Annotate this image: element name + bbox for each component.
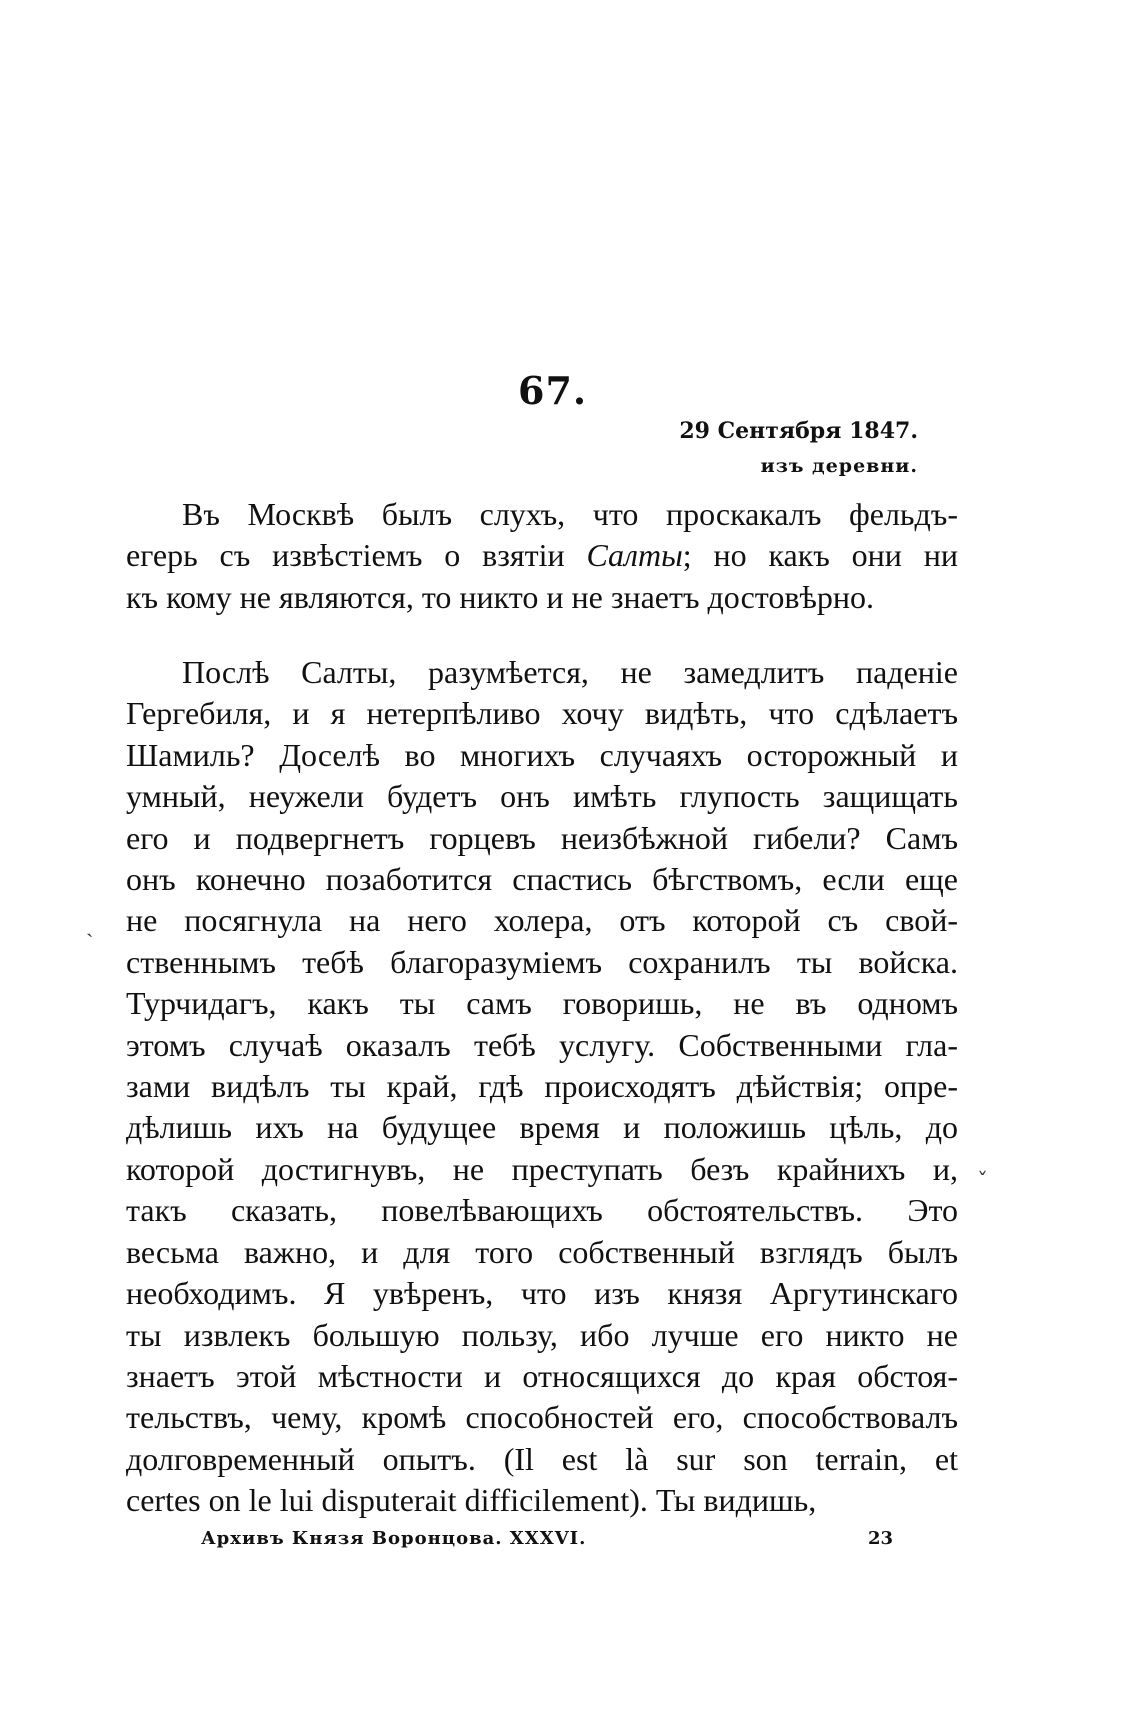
text-line: егерь съ извѣстіемъ о взятіи Салты; но какъ они ни: [126, 537, 959, 574]
text-line: Послѣ Салты, разумѣется, не замедлитъ паденіе: [182, 654, 958, 690]
text-line: тельствъ, чему, кромѣ способностей его, способствовалъ: [126, 1399, 958, 1436]
letter-date: 29 Сентября 1847.: [679, 418, 918, 444]
text-line: Гергебиля, и я нетерпѣливо хочу видѣть, что сдѣлаетъ: [126, 695, 958, 732]
letter-place: изъ деревни.: [760, 455, 918, 477]
text-line: которой достигнувъ, не преступать безъ крайнихъ и,: [126, 1150, 958, 1187]
text-line: зами видѣлъ ты край, гдѣ происходятъ дѣйствія; опре-: [126, 1068, 958, 1105]
paragraph-2: [126, 652, 958, 1522]
text-line: Турчидагъ, какъ ты самъ говоришь, не въ одномъ: [126, 985, 958, 1022]
footer-page-number: 23: [868, 1528, 894, 1549]
text-line: онъ конечно позаботится спастись бѣгствомъ, если еще: [126, 861, 958, 898]
footer-archive-title: Архивъ Князя Воронцова. XXXVI.: [201, 1528, 587, 1549]
text-line: certes on le lui disputerait difficilement). Ты видишь,: [126, 1482, 817, 1519]
text-line: долговременный опытъ. (Il est là sur son terrain, et: [126, 1440, 958, 1477]
text-line: умный, неужели будетъ онъ имѣть глупость защищать: [126, 778, 958, 815]
text-line: дѣлишь ихъ на будущее время и положишь цѣль, до: [126, 1109, 958, 1146]
text-line: такъ сказать, повелѣвающихъ обстоятельствъ. Это: [126, 1192, 958, 1229]
text-line: этомъ случаѣ оказалъ тебѣ услугу. Собственными гла-: [126, 1026, 958, 1063]
text-line: Въ Москвѣ былъ слухъ, что проскакалъ фельдъ-: [182, 496, 958, 532]
text-line: знаетъ этой мѣстности и относящихся до края обстоя-: [126, 1357, 958, 1394]
margin-mark: ˇ: [977, 1170, 988, 1195]
text-line: ственнымъ тебѣ благоразуміемъ сохранилъ ты войска.: [126, 943, 958, 980]
text-line: ты извлекъ большую пользу, ибо лучше его никто не: [126, 1316, 958, 1353]
text-line: не посягнула на него холера, отъ которой съ свой-: [126, 902, 958, 939]
text-line: весьма важно, и для того собственный взглядъ былъ: [126, 1233, 958, 1270]
text-line: его и подвергнетъ горцевъ неизбѣжной гибели? Самъ: [126, 819, 958, 856]
text-line: къ кому не являются, то никто и не знаетъ достовѣрно.: [126, 578, 874, 615]
letter-number: 67.: [518, 368, 588, 413]
paragraph-1: [126, 494, 958, 618]
text-line: Шамиль? Доселѣ во многихъ случаяхъ осторожный и: [126, 736, 958, 773]
margin-mark: ˎ: [86, 913, 94, 938]
text-line: необходимъ. Я увѣренъ, что изъ князя Аргутинскаго: [126, 1275, 958, 1312]
